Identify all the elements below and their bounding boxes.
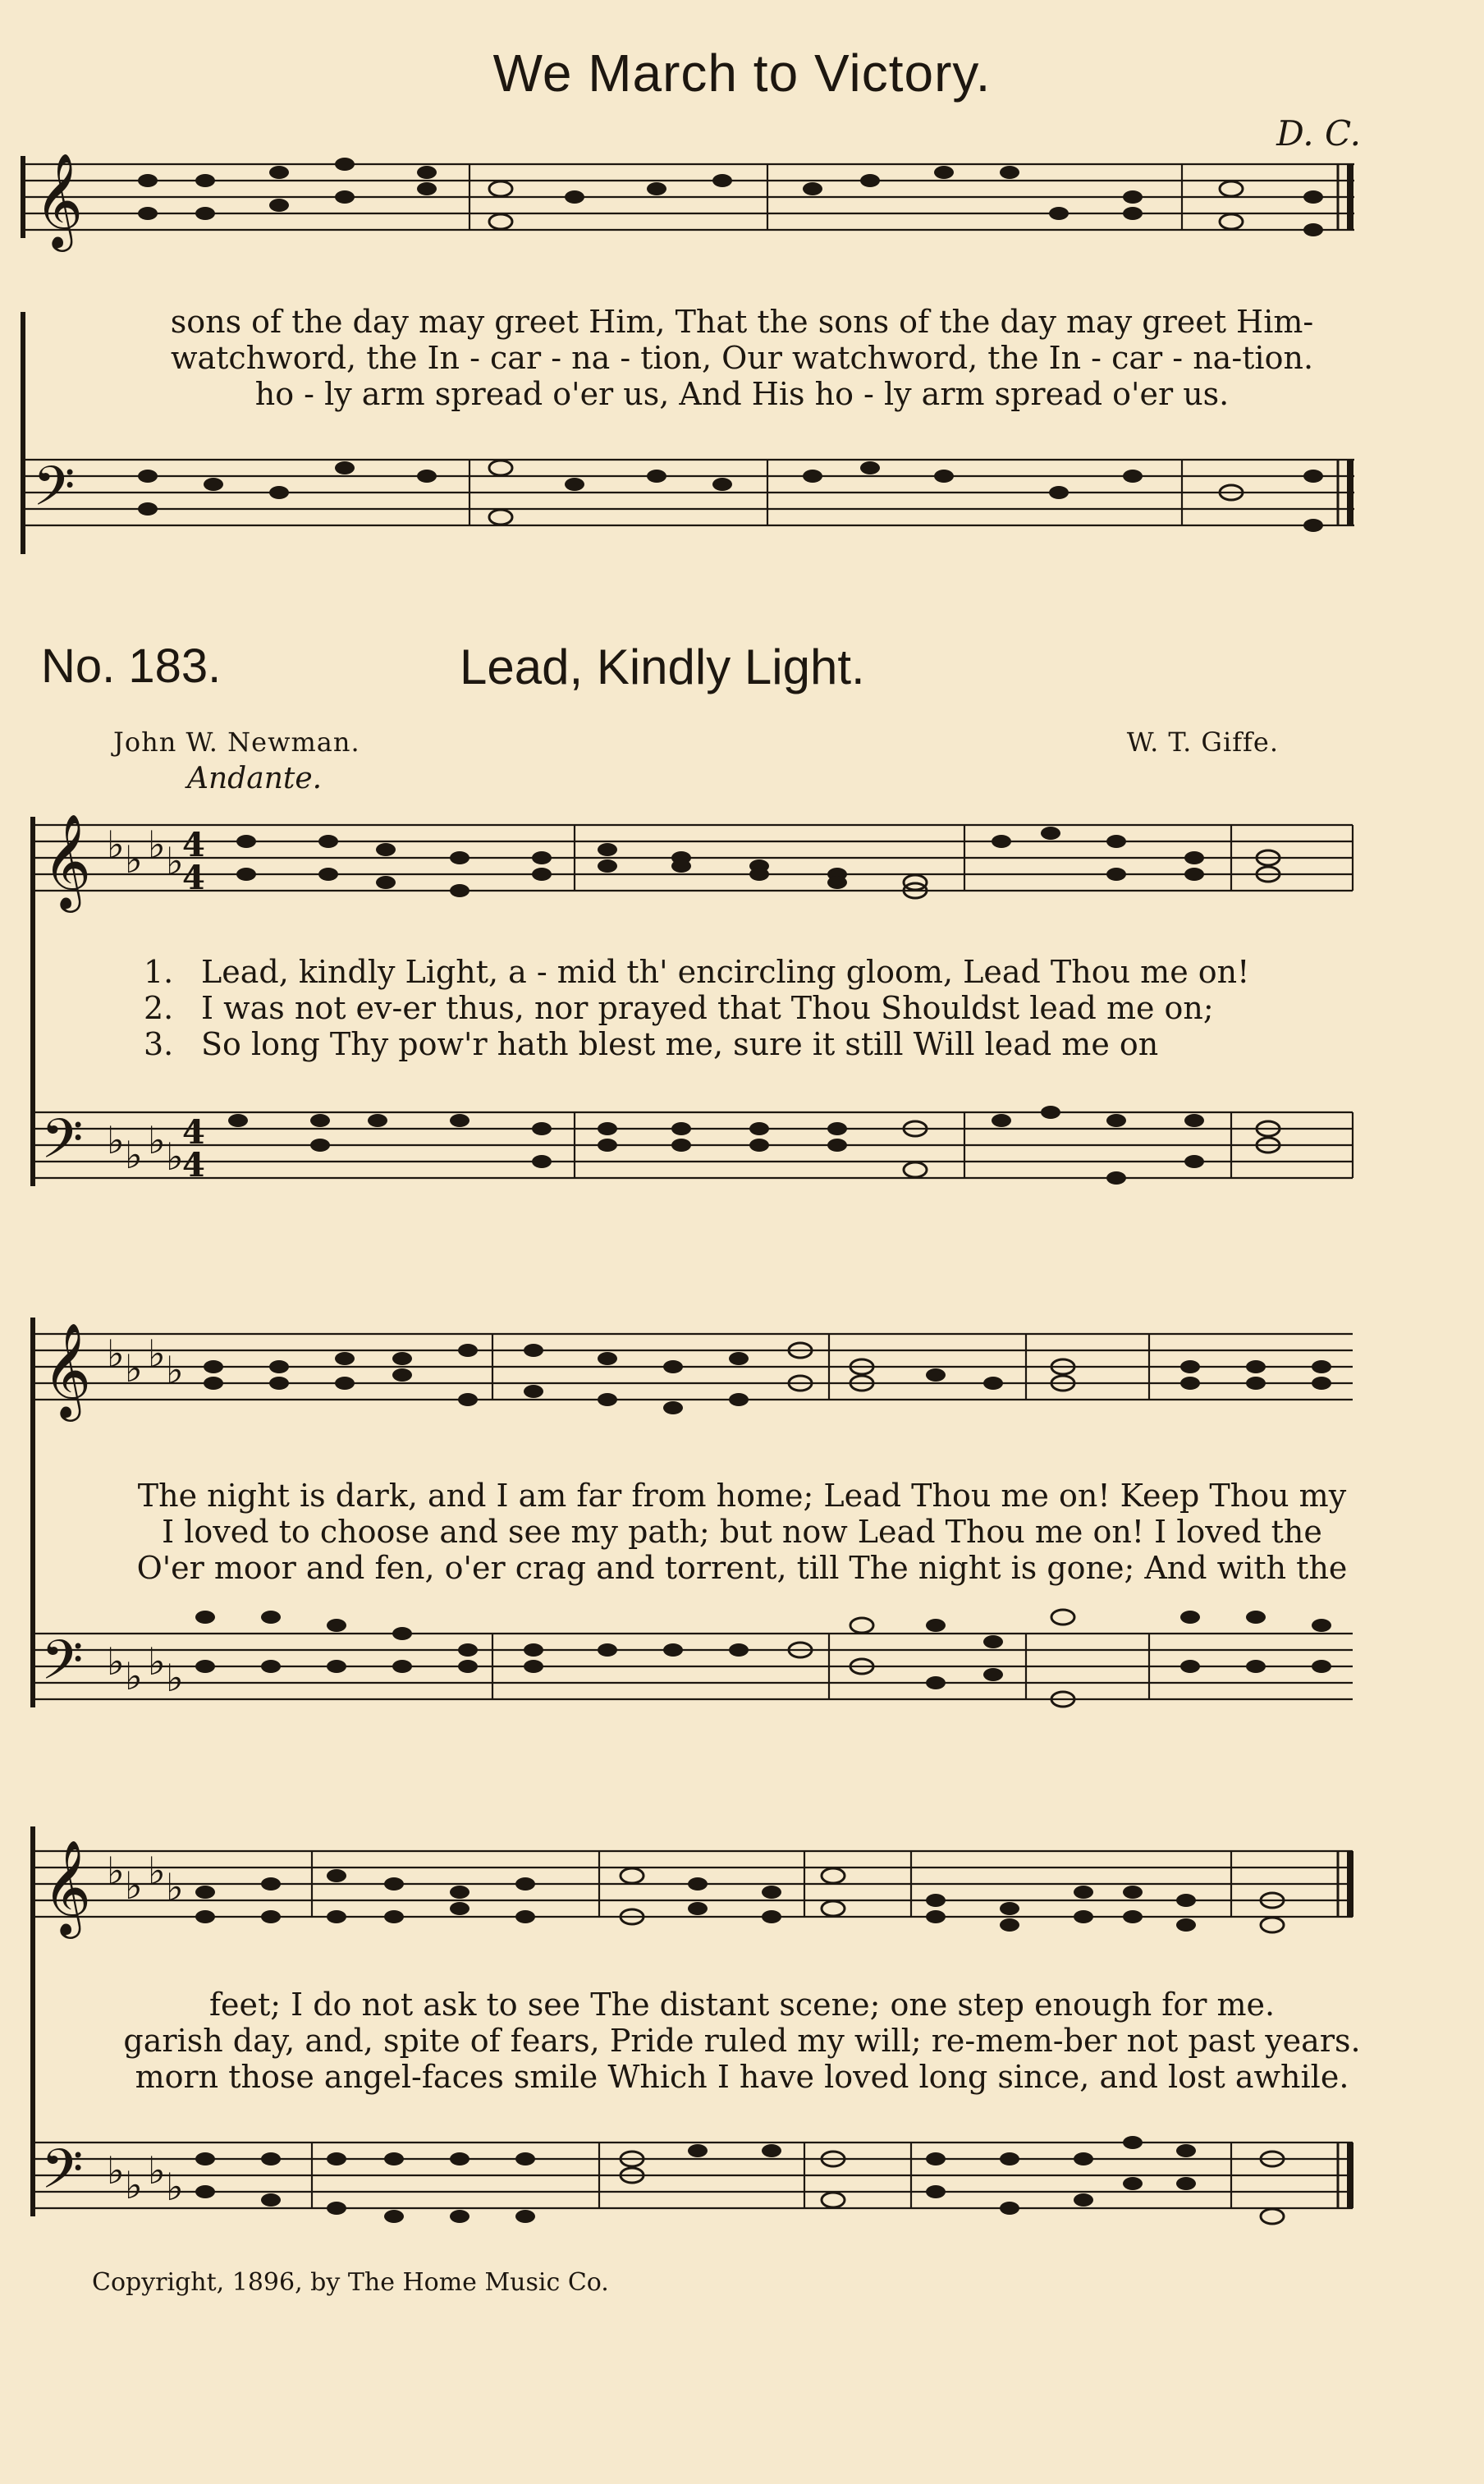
verse-text: Lead, kindly Light, a - mid th' encircling gloom, Lead Thou me on! xyxy=(201,954,1250,990)
svg-text:♭: ♭ xyxy=(148,823,166,867)
s2-verse-2: I loved to choose and see my path; but now Lead Thou me on! I loved the xyxy=(162,1514,1322,1550)
svg-text:♭: ♭ xyxy=(166,1656,184,1700)
svg-text:♭: ♭ xyxy=(125,2163,143,2207)
hymn-title-top: We March to Victory. xyxy=(492,44,992,103)
s2-verse-1: The night is dark, and I am far from home; Lead Thou me on! Keep Thou my xyxy=(137,1478,1347,1514)
svg-text:4: 4 xyxy=(182,1146,205,1185)
svg-text:♭: ♭ xyxy=(125,1863,143,1908)
top-lyric-line-2: watchword, the In - car - na - tion, Our watchword, the In - car - na-tion. xyxy=(170,340,1314,376)
svg-text:♭: ♭ xyxy=(107,1118,125,1162)
top-lyric-line-1: sons of the day may greet Him, That the sons of the day may greet Him- xyxy=(170,304,1314,340)
svg-text:♭: ♭ xyxy=(148,1849,166,1893)
top-lyric-line-3: ho - ly arm spread o'er us, And His ho - ly arm spread o'er us. xyxy=(254,376,1230,412)
copyright-notice: Copyright, 1896, by The Home Music Co. xyxy=(92,2268,609,2297)
bass-staff-top xyxy=(0,443,1484,558)
svg-text:♭: ♭ xyxy=(148,2148,166,2193)
dc-marking: D. C. xyxy=(1276,113,1361,154)
svg-text:♭: ♭ xyxy=(166,839,184,883)
treble-staff-top xyxy=(0,148,1484,263)
s3-verse-3: morn those angel-faces smile Which I have loved long since, and lost awhile. xyxy=(135,2059,1349,2095)
svg-text:♭: ♭ xyxy=(107,1849,125,1893)
s3-verse-1: feet; I do not ask to see The distant scene; one step enough for me. xyxy=(208,1987,1276,2023)
s3-verse-2: garish day, and, spite of fears, Pride ruled my will; re-mem-ber not past years. xyxy=(123,2023,1361,2059)
svg-text:♭: ♭ xyxy=(166,2165,184,2209)
svg-text:♭: ♭ xyxy=(148,1118,166,1162)
svg-text:♭: ♭ xyxy=(166,1348,184,1392)
s1-verse-2 xyxy=(144,990,1214,1026)
svg-text:♭: ♭ xyxy=(148,1639,166,1684)
svg-text:4: 4 xyxy=(182,1113,205,1152)
composer: W. T. Giffe. xyxy=(1126,726,1279,758)
svg-text:♭: ♭ xyxy=(125,1654,143,1698)
bass-staff-system-1 xyxy=(0,1096,1484,1211)
verse-number: 3. xyxy=(144,1026,174,1062)
treble-staff-system-2 xyxy=(0,1318,1484,1432)
svg-text:𝄢: 𝄢 xyxy=(33,455,76,531)
treble-staff-system-1 xyxy=(0,809,1484,923)
svg-text:♭: ♭ xyxy=(125,1346,143,1391)
verse-number: 1. xyxy=(144,954,174,990)
svg-text:𝄢: 𝄢 xyxy=(41,1629,84,1705)
bass-staff-system-3 xyxy=(0,2126,1484,2241)
s1-verse-1 xyxy=(144,954,1249,990)
hymn-number: No. 183. xyxy=(41,639,222,693)
svg-text:♭: ♭ xyxy=(107,2148,125,2193)
svg-text:♭: ♭ xyxy=(125,837,143,882)
svg-text:𝄞: 𝄞 xyxy=(43,1322,92,1418)
svg-text:𝄞: 𝄞 xyxy=(43,1839,92,1935)
svg-text:𝄢: 𝄢 xyxy=(41,1107,84,1184)
svg-text:♭: ♭ xyxy=(125,1133,143,1177)
time-sig-top: 4 xyxy=(182,826,205,864)
svg-text:♭: ♭ xyxy=(107,823,125,867)
treble-staff-system-3 xyxy=(0,1835,1484,1950)
s2-verse-3: O'er moor and fen, o'er crag and torrent, till The night is gone; And with the xyxy=(136,1550,1348,1586)
svg-text:𝄞: 𝄞 xyxy=(34,152,84,248)
author: John W. Newman. xyxy=(113,726,360,758)
hymn-title: Lead, Kindly Light. xyxy=(460,639,865,694)
svg-text:♭: ♭ xyxy=(166,1865,184,1909)
bass-staff-system-2 xyxy=(0,1617,1484,1732)
svg-text:♭: ♭ xyxy=(166,1134,184,1179)
verse-text: So long Thy pow'r hath blest me, sure it still Will lead me on xyxy=(201,1026,1159,1062)
verse-text: I was not ev-er thus, nor prayed that Thou Shouldst lead me on; xyxy=(201,990,1214,1026)
svg-text:♭: ♭ xyxy=(148,1331,166,1376)
tempo-marking: Andante. xyxy=(187,762,323,795)
svg-text:𝄢: 𝄢 xyxy=(41,2138,84,2214)
svg-text:♭: ♭ xyxy=(107,1639,125,1684)
s1-verse-3 xyxy=(144,1026,1158,1062)
verse-number: 2. xyxy=(144,990,174,1026)
time-sig-bottom: 4 xyxy=(182,859,205,897)
svg-text:𝄞: 𝄞 xyxy=(43,813,92,909)
svg-text:♭: ♭ xyxy=(107,1331,125,1376)
